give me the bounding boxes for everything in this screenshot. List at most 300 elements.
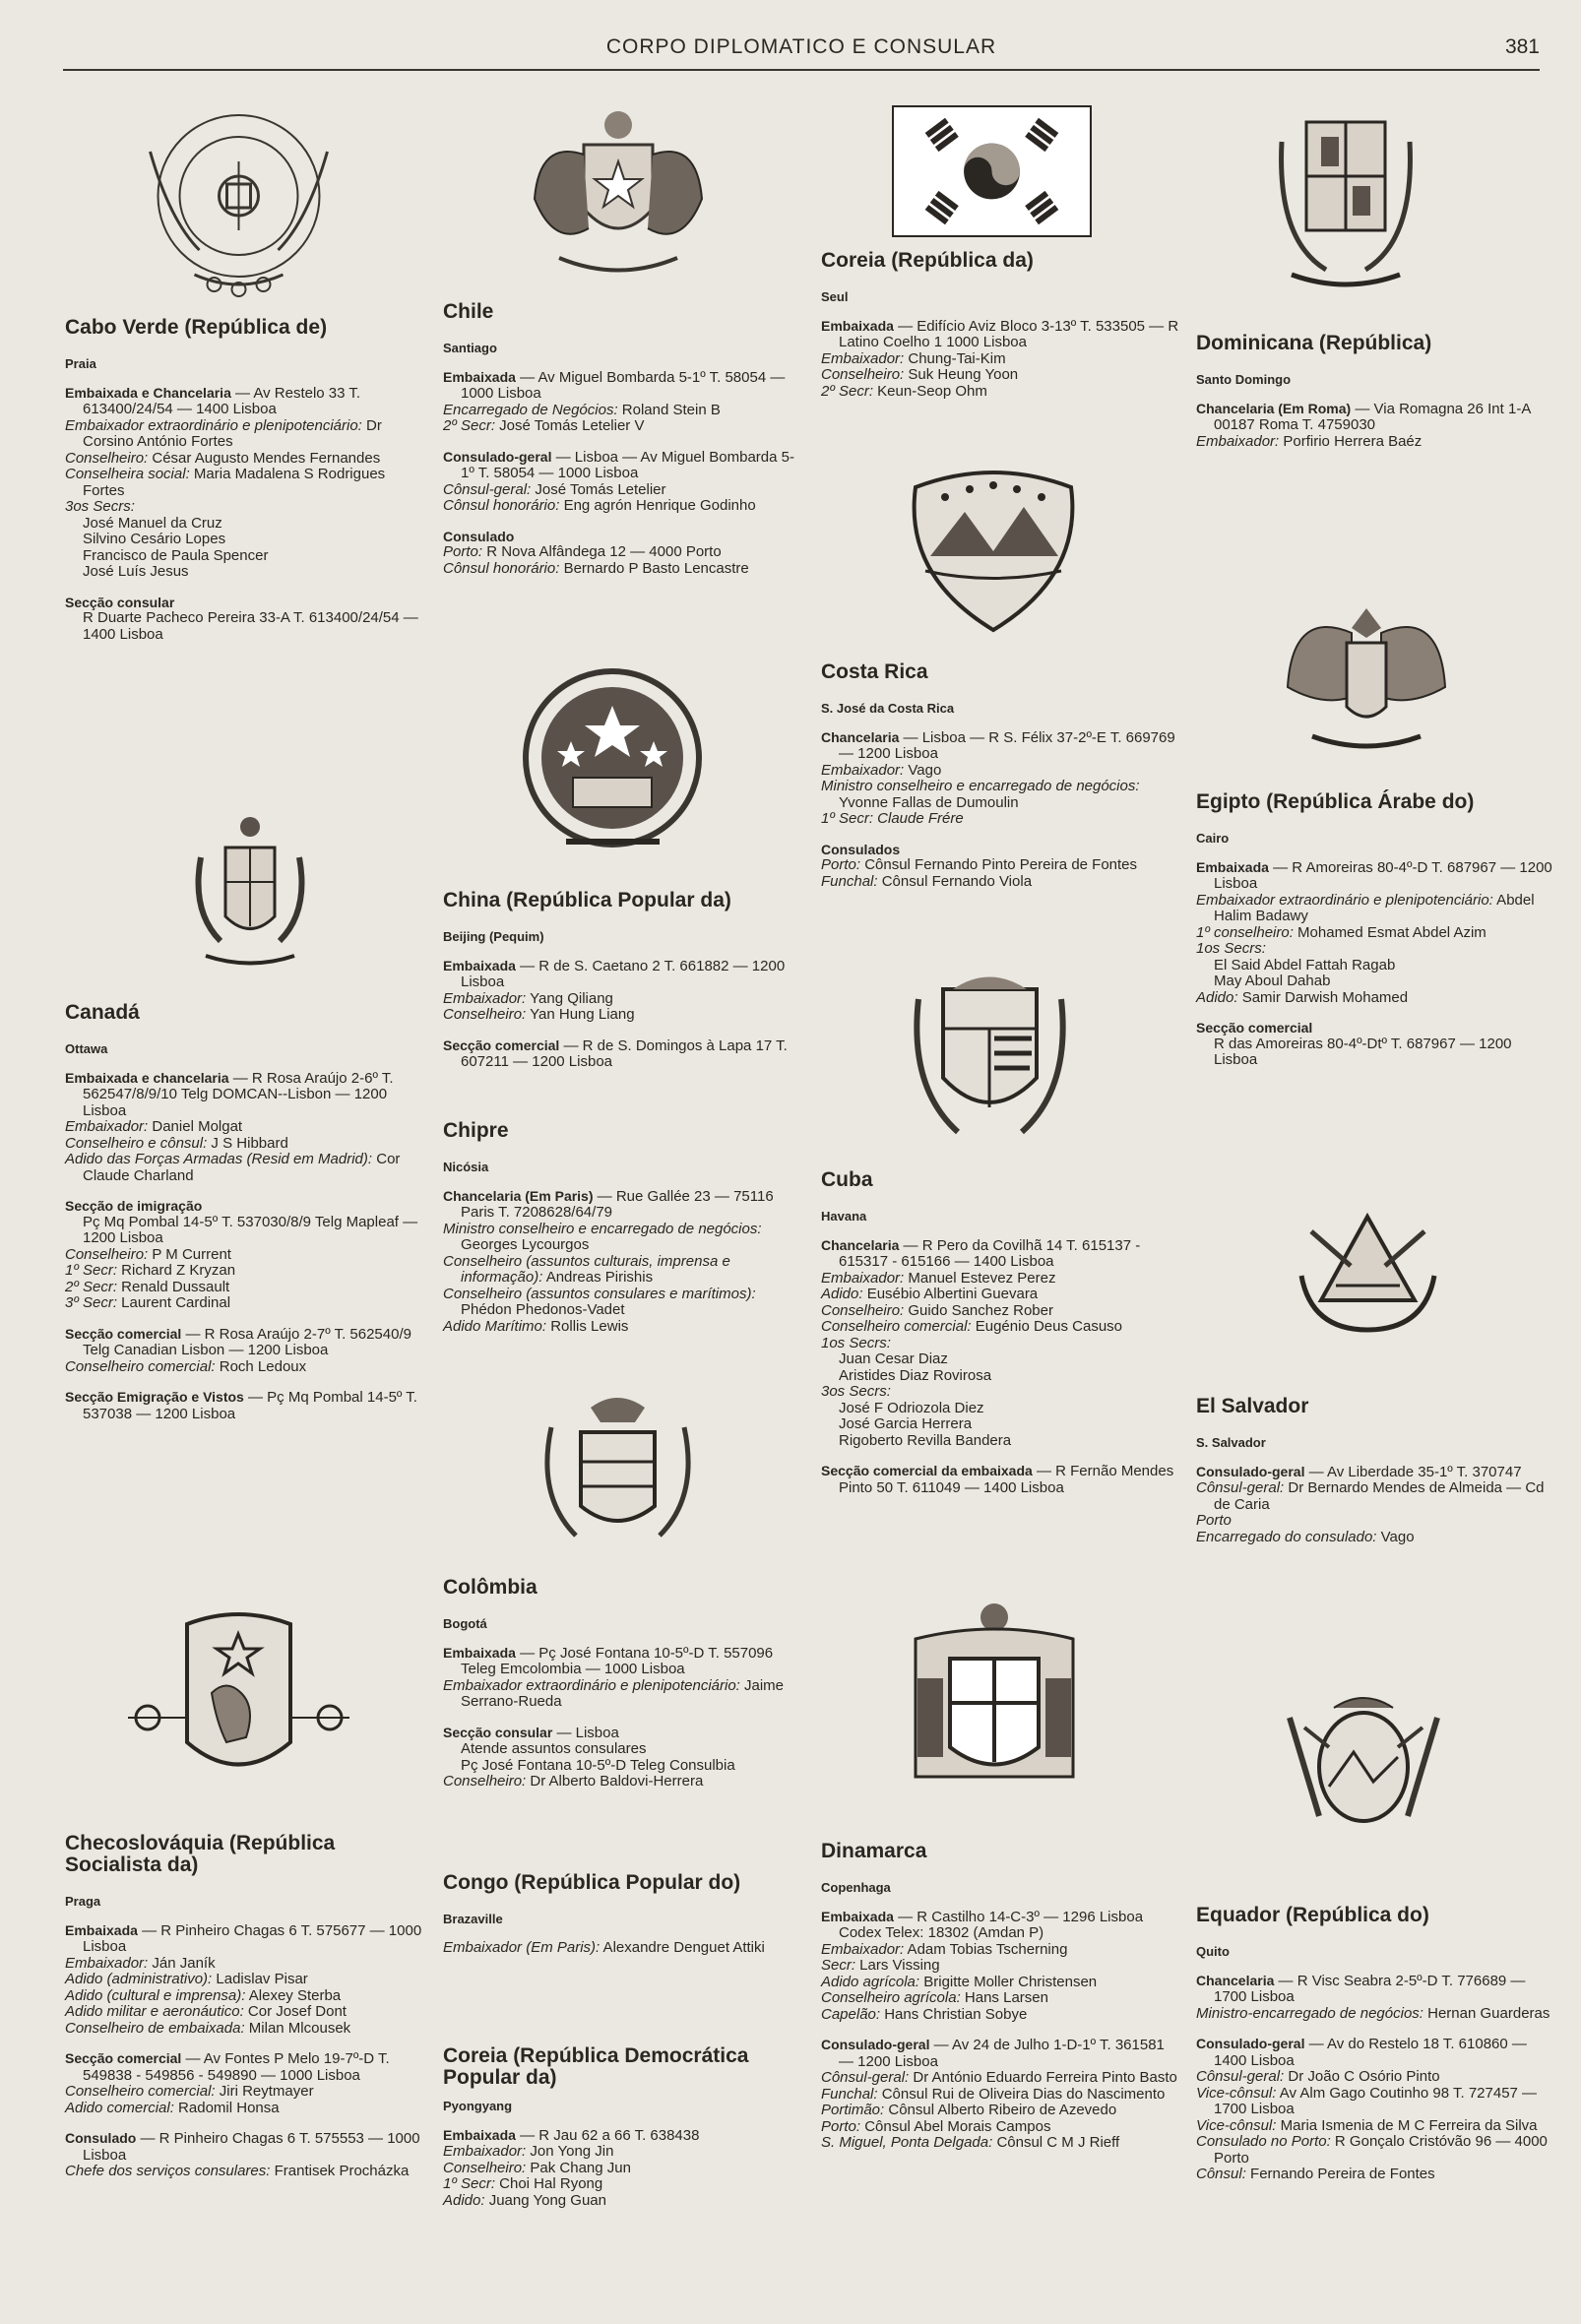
person: Eng agrón Henrique Godinho xyxy=(559,497,756,514)
role: Cônsul-geral: xyxy=(443,480,532,498)
role: Consulado no Porto: xyxy=(1196,2133,1331,2150)
person: Porfirio Herrera Baéz xyxy=(1279,432,1423,450)
entry-paragraph xyxy=(443,2127,802,2210)
address-line xyxy=(443,449,802,482)
entry-paragraph xyxy=(443,369,802,435)
role-line xyxy=(1196,2086,1555,2118)
address-line xyxy=(443,958,802,991)
role: Adido Marítimo: xyxy=(443,1317,547,1335)
role: Adido (cultural e imprensa): xyxy=(65,1986,246,2004)
role-line xyxy=(443,561,802,578)
role-line xyxy=(1196,1480,1555,1513)
egypt-emblem-svg xyxy=(1283,589,1450,766)
role-line xyxy=(1196,893,1555,925)
address-line xyxy=(821,318,1180,351)
address-line xyxy=(443,544,802,561)
canada-coat-of-arms-icon xyxy=(191,813,309,973)
label: Embaixada xyxy=(443,368,516,385)
value: — R Castilho 14-C-3º — 1296 Lisboa Codex Telex: 18302 (Amdan P) xyxy=(839,1908,1144,1941)
address-line xyxy=(65,2130,424,2164)
entry-paragraph xyxy=(443,1940,802,1957)
person: May Aboul Dahab xyxy=(1214,973,1331,989)
role-line xyxy=(65,2084,424,2101)
entry-cabo-verde xyxy=(65,317,424,657)
label: Secção consular xyxy=(65,594,175,610)
role-line: 1os Secrs: xyxy=(1196,940,1266,957)
entry-paragraph xyxy=(65,385,424,581)
role-line xyxy=(443,418,802,435)
role: Conselheiro comercial: xyxy=(65,1357,216,1375)
role-line xyxy=(1196,990,1555,1007)
role: Embaixador: xyxy=(821,349,905,367)
address-line xyxy=(1196,859,1555,893)
role-line xyxy=(821,2119,1180,2136)
canada-emblem-svg xyxy=(191,813,309,973)
value: Pç Mq Pombal 14-5º T. 537030/8/9 Telg Mapleaf — 1200 Lisboa xyxy=(83,1213,418,1246)
value: — Pç Mq Pombal 14-5º T. 537038 — 1200 Lisboa xyxy=(83,1389,417,1422)
role-line xyxy=(65,1359,424,1376)
entry-city: Quito xyxy=(1196,1944,1230,1959)
value: — Av Liberdade 35-1º T. 370747 xyxy=(1304,1463,1522,1480)
person: José F Odriozola Diez xyxy=(839,1399,984,1416)
role: Cônsul honorário: xyxy=(443,497,560,514)
person: Rigoberto Revilla Bandera xyxy=(839,1431,1012,1449)
colombia-emblem-svg xyxy=(532,1388,704,1555)
role-line xyxy=(65,467,424,499)
person: Jaime Serrano-Rueda xyxy=(461,1676,785,1710)
label: Consulado-geral xyxy=(443,448,552,465)
role-line: 1os Secrs: xyxy=(821,1334,891,1351)
entry-city: Nicósia xyxy=(443,1160,489,1174)
role: Embaixador (Em Paris): xyxy=(443,1938,601,1956)
role: Conselheiro de embaixada: xyxy=(65,2019,245,2037)
value: — Rue Gallée 23 — 75116 Paris T. 7208628/64/79 xyxy=(461,1187,774,1221)
entry-paragraph xyxy=(65,1198,424,1312)
person: Manuel Estevez Perez xyxy=(904,1269,1056,1287)
role-line xyxy=(65,1295,424,1312)
role-line: 3os Secrs: xyxy=(821,1383,891,1400)
value: — Av 24 de Julho 1-D-1º T. 361581 — 1200 Lisboa xyxy=(839,2037,1165,2070)
address-line xyxy=(65,385,424,418)
china-national-emblem-icon xyxy=(512,664,714,861)
role-line xyxy=(821,2135,1180,2152)
entry-congo xyxy=(443,1872,802,1970)
label: Embaixada e Chancelaria xyxy=(65,384,231,401)
label: Consulado-geral xyxy=(821,2037,930,2052)
entry-paragraph xyxy=(821,318,1180,401)
entry-heading: Colômbia xyxy=(443,1576,538,1599)
role-line xyxy=(821,1942,1180,1959)
entry-paragraph xyxy=(821,729,1180,828)
entry-city: Beijing (Pequim) xyxy=(443,929,544,944)
person: Dr Bernardo Mendes de Almeida — Cd de Caria xyxy=(1214,1479,1545,1513)
person: Abdel Halim Badawy xyxy=(1214,891,1535,924)
entry-heading: Chile xyxy=(443,300,494,323)
address-line xyxy=(443,1725,802,1742)
person: Maria Madalena S Rodrigues Fortes xyxy=(83,466,386,499)
person: Renald Dussault xyxy=(117,1278,230,1295)
value: — R Pinheiro Chagas 6 T. 575677 — 1000 Lisboa xyxy=(83,1921,422,1955)
value: — Av Miguel Bombarda 5-1º T. 58054 — 1000 Lisboa xyxy=(461,368,786,402)
entry-heading: China (República Popular da) xyxy=(443,889,731,911)
person: Alexandre Denguet Attiki xyxy=(600,1938,765,1956)
entry-heading: Congo (República Popular do) xyxy=(443,1871,741,1894)
role-line xyxy=(65,2101,424,2117)
entry-paragraph xyxy=(821,842,1180,891)
label: Embaixada xyxy=(1196,858,1269,875)
role-line xyxy=(1196,434,1555,451)
person: Rollis Lewis xyxy=(546,1317,629,1335)
role: Adido (administrativo): xyxy=(65,1971,213,1987)
role-line xyxy=(821,2087,1180,2104)
value: R Duarte Pacheco Pereira 33-A T. 613400/24/54 — 1400 Lisboa xyxy=(83,609,418,643)
role: Cônsul-geral: xyxy=(1196,2068,1285,2085)
entry-paragraph xyxy=(65,1070,424,1185)
role: Porto: xyxy=(443,543,483,560)
entry-paragraph xyxy=(821,2037,1180,2152)
value: R Nova Alfândega 12 — 4000 Porto xyxy=(482,543,722,560)
entry-colombia xyxy=(443,1577,802,1804)
role-line xyxy=(821,351,1180,368)
value: — Av Restelo 33 T. 613400/24/54 — 1400 Lisboa xyxy=(83,384,361,417)
person: Eugénio Deus Casuso xyxy=(971,1318,1123,1335)
role: Embaixador: xyxy=(443,989,527,1007)
role: Ministro conselheiro e encarregado de negócios: xyxy=(821,778,1140,794)
role: Embaixador extraordinário e plenipotenciário: xyxy=(65,416,362,434)
entry-heading: Checoslováquia (República Socialista da) xyxy=(65,1832,336,1876)
role: 2º Secr: xyxy=(821,382,873,400)
entry-city: Copenhaga xyxy=(821,1880,891,1895)
role: Porto: xyxy=(821,856,861,873)
label: Consulados xyxy=(821,841,901,857)
value: — R Rosa Araújo 2-7º T. 562540/9 Telg Canadian Lisbon — 1200 Lisboa xyxy=(83,1325,411,1358)
address-line xyxy=(65,1389,424,1422)
role: 3º Secr: xyxy=(65,1294,117,1311)
label: Consulado xyxy=(443,528,515,544)
label: Secção Emigração e Vistos xyxy=(65,1389,244,1405)
value: — R Pero da Covilhã 14 T. 615137 - 615317 - 615166 — 1400 Lisboa xyxy=(839,1236,1141,1270)
role-line xyxy=(821,874,1180,891)
person: Jon Yong Jin xyxy=(526,2143,614,2160)
role-line xyxy=(821,367,1180,384)
entry-el-salvador xyxy=(1196,1396,1555,1559)
entry-paragraph xyxy=(65,595,424,644)
value: — Via Romagna 26 Int 1-A 00187 Roma T. 4759030 xyxy=(1214,400,1531,433)
person: Maria Ismenia de M C Ferreira da Silva xyxy=(1276,2116,1538,2134)
role: Adido: xyxy=(443,2191,485,2209)
person: Mohamed Esmat Abdel Azim xyxy=(1293,923,1486,941)
entry-paragraph xyxy=(443,449,802,515)
cuba-emblem-svg xyxy=(904,960,1076,1152)
label: Chancelaria (Em Roma) xyxy=(1196,400,1352,416)
entry-canada xyxy=(65,1002,424,1436)
role-line xyxy=(443,2176,802,2193)
role-line xyxy=(65,1956,424,1973)
costa-rica-emblem-svg xyxy=(896,458,1091,640)
person: José Tomás Letelier V xyxy=(495,417,645,434)
entry-city: Brazaville xyxy=(443,1912,503,1926)
label: Secção comercial xyxy=(65,2050,182,2066)
entry-paragraph xyxy=(443,1725,802,1790)
role: Conselheiro: xyxy=(65,449,149,467)
entry-heading: El Salvador xyxy=(1196,1395,1309,1417)
person: Cônsul Fernando Viola xyxy=(877,872,1033,890)
role: 1º Secr: xyxy=(443,2175,495,2192)
el-salvador-coat-of-arms-icon xyxy=(1292,1207,1444,1340)
entry-heading: Coreia (República Democrática Popular da) xyxy=(443,2044,749,2089)
entry-paragraph xyxy=(443,529,802,578)
entry-heading: Canadá xyxy=(65,1001,140,1024)
role-line xyxy=(821,811,1180,828)
person: Roland Stein B xyxy=(617,401,721,418)
entry-city: Ottawa xyxy=(65,1041,108,1056)
entry-paragraph xyxy=(821,1237,1180,1450)
value: — Pç José Fontana 10-5º-D T. 557096 Teleg Emcolombia — 1000 Lisboa xyxy=(461,1644,774,1677)
role-line xyxy=(443,1940,802,1957)
address-line xyxy=(821,2037,1180,2070)
person: Fernando Pereira de Fontes xyxy=(1245,2166,1435,2182)
role: Conselheiro agrícola: xyxy=(821,1989,961,2006)
address-line xyxy=(443,369,802,403)
role-line xyxy=(821,763,1180,780)
person: Claude Frére xyxy=(873,810,964,827)
person: Cor Claude Charland xyxy=(83,1151,401,1184)
entry-paragraph xyxy=(1196,859,1555,1007)
role: Adido: xyxy=(821,1286,863,1302)
role-line xyxy=(443,1319,802,1336)
entry-checoslovaquia xyxy=(65,1833,424,2194)
role-line: 3os Secrs: xyxy=(65,498,135,515)
value: — R de S. Caetano 2 T. 661882 — 1200 Lisboa xyxy=(461,957,786,990)
person: José Manuel da Cruz xyxy=(83,514,222,532)
person: Cônsul C M J Rieff xyxy=(992,2134,1120,2151)
address-line xyxy=(443,1188,802,1222)
value: — R Rosa Araújo 2-6º T. 562547/8/9/10 Telg DOMCAN--Lisbon — 1200 Lisboa xyxy=(83,1069,394,1119)
role: Conselheiro (assuntos culturais, imprensa e informação): xyxy=(443,1252,730,1286)
entry-dominicana xyxy=(1196,333,1555,464)
entry-coreia xyxy=(821,250,1180,413)
person: Hernan Guarderas xyxy=(1423,2004,1550,2022)
value: Pç José Fontana 10-5º-D Teleg Consulbia xyxy=(461,1756,735,1774)
person: Samir Darwish Mohamed xyxy=(1237,988,1409,1006)
person: Chung-Tai-Kim xyxy=(904,349,1006,367)
role-line xyxy=(821,1958,1180,1975)
role-line xyxy=(1196,925,1555,942)
label: Secção de imigração xyxy=(65,1198,203,1214)
role-line xyxy=(821,1975,1180,1991)
person: J S Hibbard xyxy=(207,1134,288,1152)
person: Keun-Seop Ohm xyxy=(873,382,987,400)
entry-city: Praia xyxy=(65,356,96,371)
entry-costa-rica xyxy=(821,661,1180,904)
role: 1º Secr: xyxy=(65,1262,117,1279)
role-line xyxy=(1196,2069,1555,2086)
person: Av Alm Gago Coutinho 98 T. 727457 — 1700 Lisboa xyxy=(1214,2084,1538,2117)
entry-paragraph xyxy=(65,1922,424,2038)
entry-paragraph xyxy=(443,1037,802,1071)
person: Cor Josef Dont xyxy=(243,2003,347,2020)
address-line xyxy=(821,1237,1180,1271)
person: R Gonçalo Cristóvão 96 — 4000 Porto xyxy=(1214,2133,1548,2167)
role-line xyxy=(821,2103,1180,2119)
value: — R Fernão Mendes Pinto 50 T. 611049 — 1400 Lisboa xyxy=(839,1463,1174,1496)
role: Porto: xyxy=(821,2117,861,2135)
label: Secção comercial xyxy=(443,1036,560,1053)
address-line xyxy=(1196,1973,1555,2006)
role: Ministro conselheiro e encarregado de negócios: xyxy=(443,1220,762,1237)
role: Embaixador: xyxy=(1196,432,1280,450)
colombia-coat-of-arms-icon xyxy=(532,1388,704,1555)
person: Francisco de Paula Spencer xyxy=(83,546,269,564)
value: — R Jau 62 a 66 T. 638438 xyxy=(515,2126,700,2144)
role-line xyxy=(65,1247,424,1264)
role: Adido comercial: xyxy=(65,2099,174,2116)
person: Ján Janík xyxy=(148,1954,216,1972)
entry-coreia-dem xyxy=(443,2045,802,2223)
role: Conselheiro e cônsul: xyxy=(65,1134,208,1152)
role: Portimão: xyxy=(821,2102,885,2118)
entry-city: Seul xyxy=(821,289,849,304)
role: Conselheiro comercial: xyxy=(65,2083,216,2100)
address-line xyxy=(65,2050,424,2084)
person: Yang Qiliang xyxy=(526,989,613,1007)
person: Daniel Molgat xyxy=(148,1118,243,1135)
denmark-coat-of-arms-icon xyxy=(896,1600,1093,1801)
role-line xyxy=(443,991,802,1008)
entry-paragraph xyxy=(1196,1020,1555,1069)
person: Silvino Cesário Lopes xyxy=(83,531,226,547)
entry-city: Pyongyang xyxy=(443,2099,513,2113)
role-line xyxy=(65,1136,424,1153)
address-line xyxy=(443,2127,802,2145)
person: Eusébio Albertini Guevara xyxy=(862,1286,1039,1302)
role: Conselheiro: xyxy=(65,1245,149,1263)
role: Embaixador: xyxy=(821,761,905,779)
entry-heading: Coreia (República da) xyxy=(821,249,1034,272)
role-line xyxy=(443,498,802,515)
role-line xyxy=(65,1988,424,2005)
label: Consulado-geral xyxy=(1196,1463,1305,1479)
role: Encarregado de Negócios: xyxy=(443,401,618,418)
entry-city: Praga xyxy=(65,1894,101,1909)
role-line xyxy=(821,1287,1180,1303)
czechoslovakia-emblem-svg xyxy=(128,1604,349,1791)
label: Chancelaria (Em Paris) xyxy=(443,1187,594,1204)
person: Cônsul Abel Morais Campos xyxy=(860,2117,1051,2135)
person: Frantisek Procházka xyxy=(270,2163,410,2179)
value: — Lisboa — R S. Félix 37-2º-E T. 669769 — 1200 Lisboa xyxy=(839,728,1175,762)
label: Embaixada xyxy=(821,1908,894,1924)
role: S. Miguel, Ponta Delgada: xyxy=(821,2134,993,2151)
role: Chefe dos serviços consulares: xyxy=(65,2163,271,2179)
role-line xyxy=(1196,1530,1555,1546)
role-line xyxy=(821,1303,1180,1320)
dominican-emblem-svg xyxy=(1277,102,1415,294)
label: Secção consular xyxy=(443,1724,553,1740)
dominican-coat-of-arms-icon xyxy=(1277,102,1415,294)
role-line xyxy=(443,1287,802,1319)
role-line xyxy=(443,2193,802,2210)
person: Vago xyxy=(904,761,942,779)
role: Funchal: xyxy=(821,2085,878,2103)
address-line xyxy=(1196,401,1555,434)
entry-city: Havana xyxy=(821,1209,867,1224)
person: Georges Lycourgos xyxy=(461,1236,590,1253)
role-line xyxy=(1196,2134,1555,2167)
address-line xyxy=(443,1037,802,1071)
role: Embaixador: xyxy=(821,1269,905,1287)
role: 1º Secr: xyxy=(821,810,873,827)
person: Dr António Eduardo Ferreira Pinto Basto xyxy=(909,2069,1177,2086)
role-line xyxy=(821,1990,1180,2007)
role-line xyxy=(443,1254,802,1287)
entry-heading: Costa Rica xyxy=(821,660,928,683)
value: — Edifício Aviz Bloco 3-13º T. 533505 — R Latino Coelho 1 1000 Lisboa xyxy=(839,317,1179,350)
ecuador-coat-of-arms-icon xyxy=(1280,1688,1447,1836)
role-line xyxy=(65,2004,424,2021)
role-line xyxy=(821,779,1180,811)
entry-heading: Cabo Verde (República de) xyxy=(65,316,328,339)
label: Embaixada e chancelaria xyxy=(65,1069,229,1086)
chile-coat-of-arms-icon xyxy=(520,100,717,287)
role: Adido agrícola: xyxy=(821,1973,920,1990)
role-line xyxy=(443,482,802,499)
label: Secção comercial xyxy=(1196,1020,1313,1036)
role-line xyxy=(443,1222,802,1254)
person: Dr João C Osório Pinto xyxy=(1284,2068,1440,2085)
cabo-verde-emblem-icon xyxy=(138,102,340,299)
role: Embaixador extraordinário e plenipotenciário: xyxy=(1196,891,1493,909)
cuba-coat-of-arms-icon xyxy=(904,960,1076,1152)
role: Conselheiro (assuntos consulares e marítimos): xyxy=(443,1285,756,1302)
entry-paragraph xyxy=(821,1463,1180,1496)
role-line xyxy=(821,1319,1180,1336)
person: Ladislav Pisar xyxy=(212,1971,308,1987)
entry-paragraph xyxy=(65,2130,424,2180)
role-line xyxy=(821,2070,1180,2087)
value: — Lisboa — Av Miguel Bombarda 5-1º T. 58054 — 1000 Lisboa xyxy=(461,448,794,481)
person: Yvonne Fallas de Dumoulin xyxy=(839,793,1019,811)
value: — Av Fontes P Melo 19-7º-D T. 549838 - 549856 - 549890 — 1000 Lisboa xyxy=(83,2050,390,2084)
entry-paragraph xyxy=(1196,1464,1555,1546)
person: José Luís Jesus xyxy=(83,563,189,580)
label: Embaixada xyxy=(65,1921,138,1938)
role: Cônsul: xyxy=(1196,2166,1246,2182)
address-line xyxy=(65,1326,424,1359)
value: — R Pinheiro Chagas 6 T. 575553 — 1000 Lisboa xyxy=(83,2130,420,2164)
role: Vice-cônsul: xyxy=(1196,2084,1277,2102)
address-line xyxy=(821,1463,1180,1496)
label: Consulado xyxy=(65,2130,137,2146)
value: — R Visc Seabra 2-5º-D T. 776689 — 1700 Lisboa xyxy=(1214,1972,1526,2005)
role-line xyxy=(821,857,1180,874)
person: Guido Sanchez Rober xyxy=(904,1301,1053,1319)
value: R das Amoreiras 80-4º-Dtº T. 687967 — 1200 Lisboa xyxy=(1214,1035,1512,1068)
entry-heading: Equador (República do) xyxy=(1196,1904,1429,1926)
korea-flag-svg xyxy=(892,105,1092,237)
role: Adido militar e aeronáutico: xyxy=(65,2003,244,2020)
person: Phédon Phedonos-Vadet xyxy=(461,1301,625,1318)
page-number: 381 xyxy=(1504,35,1540,58)
entry-equador xyxy=(1196,1905,1555,2197)
label: Secção comercial xyxy=(65,1325,182,1342)
person: P M Current xyxy=(148,1245,231,1263)
person: Roch Ledoux xyxy=(215,1357,307,1375)
person: Suk Heung Yoon xyxy=(904,366,1019,383)
role-line xyxy=(443,2161,802,2177)
entry-paragraph xyxy=(1196,1973,1555,2023)
label: Embaixada xyxy=(443,1644,516,1661)
